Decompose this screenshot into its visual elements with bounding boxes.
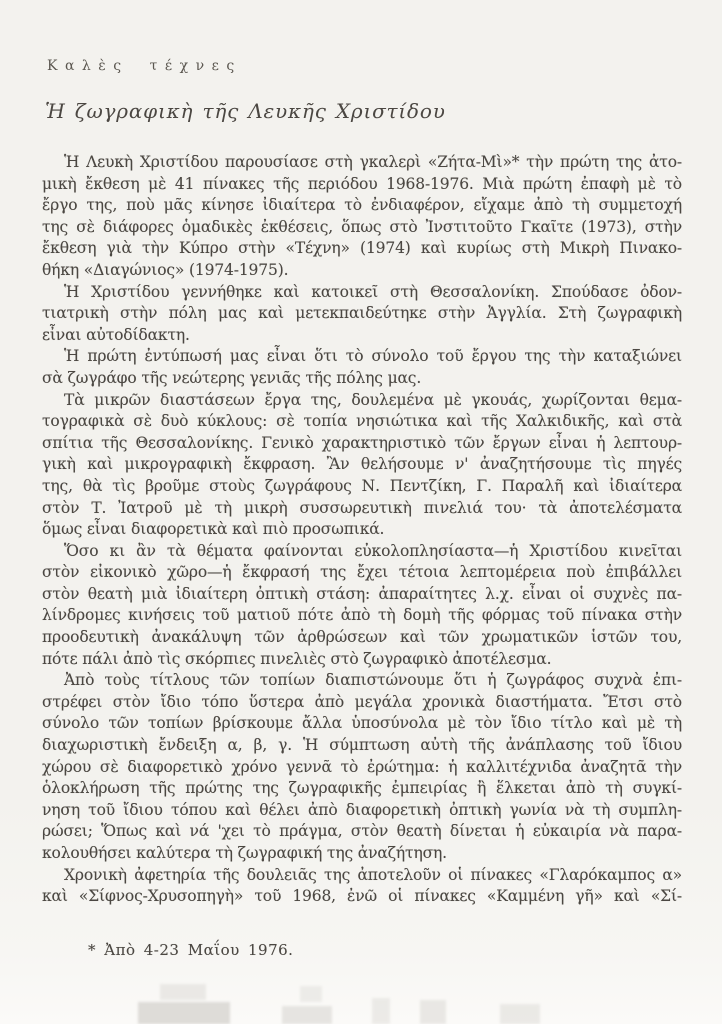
text-line: στὸν Τ. Ἰατροῦ μὲ τὴ μικρὴ συσσωρευτικὴ πινελιά του· τὰ ἀποτελέσματα [42,498,682,517]
text-line: ὅμως εἶναι διαφορετικὰ καὶ πιὸ προσωπικά. [42,520,385,539]
text-line: Ἡ πρώτη ἐντύπωσή μας εἶναι ὅτι τὸ σύνολο τοῦ ἔργου της τὴν καταξιώνει [64,347,682,366]
footnote: * Ἀπὸ 4-23 Μαΐου 1976. [88,941,294,959]
text-line: καὶ «Σίφνος-Χρυσοπηγὴ» τοῦ 1968, ἐνῶ οἱ πίνακες «Καμμένη γῆ» καὶ «Σί- [42,887,682,906]
text-line: ρώσει; Ὅπως καὶ νά 'χει τὸ πράγμα, στὸν θεατὴ δίνεται ἡ εὐκαιρία νὰ παρα- [42,822,682,841]
text-line: εἶναι αὐτοδίδακτη. [42,325,190,344]
text-line: νηση τοῦ ἴδιου τόπου καὶ θέλει ἀπὸ διαφορετικὴ ὀπτικὴ γωνία νὰ τὴ συμπλη- [42,800,682,819]
article-title: Ἡ ζωγραφικὴ τῆς Λευκῆς Χριστίδου [45,99,446,123]
text-line: πότε πάλι ἀπὸ τὶς σκόρπιες πινελιὲς στὸ ζωγραφικὸ ἀποτέλεσμα. [42,649,552,668]
text-line: χώρου σὲ διαφορετικὸ χρόνο γεννᾶ τὸ ἐρώτημα: ἡ καλλιτέχνιδα ἀναζητᾶ τὴν [42,757,682,776]
text-line: τιατρικὴ στὴν πόλη μας καὶ μετεκπαιδεύτηκε στὴν Ἀγγλία. Στὴ ζωγραφικὴ [42,304,682,323]
text-line: γικὴ καὶ μικρογραφικὴ ἔκφραση. Ἂν θελήσουμε ν' ἀναζητήσουμε τὶς πηγές [42,455,682,474]
article-body [42,152,682,908]
paragraph [42,865,682,908]
text-line: στὸν θεατὴ μιὰ ἰδιαίτερη ὀπτικὴ στάση: ἀπαραίτητες λ.χ. εἶναι οἱ συχνὲς πα- [42,584,682,603]
text-line: Ἡ Λευκὴ Χριστίδου παρουσίασε στὴ γκαλερὶ «Ζήτα-Μὶ»* τὴν πρώτη της ἀτο- [64,153,682,171]
text-line: σπίτια τῆς Θεσσαλονίκης. Γενικὸ χαρακτηριστικὸ τῶν ἔργων εἶναι ἡ λεπτουρ- [42,433,682,452]
text-line: θήκη «Διαγώνιος» (1974-1975). [42,260,289,279]
text-line: Ὅσο κι ἂν τὰ θέματα φαίνονται εὐκολοπλησίαστα—ἡ Χριστίδου κινεῖται [64,541,682,560]
text-line: Ἀπὸ τοὺς τίτλους τῶν τοπίων διαπιστώνουμε ὅτι ἡ ζωγράφος συχνὰ ἐπι- [64,671,682,690]
text-line: μικὴ ἔκθεση μὲ 41 πίνακες τῆς περιόδου 1968-1976. Μιὰ πρώτη ἐπαφὴ μὲ τὸ [42,174,682,193]
text-line: της, θὰ τὶς βροῦμε στοὺς ζωγράφους Ν. Πεντζίκη, Γ. Παραλῆ καὶ ἰδιαίτερα [42,476,682,495]
paragraph [42,541,682,671]
text-line: ἔκθεση γιὰ τὴν Κύπρο στὴν «Τέχνη» (1974) καὶ κυρίως στὴ Μικρὴ Πινακο- [42,239,682,258]
paragraph [42,390,682,541]
paragraph [42,346,682,389]
text-line: στρέφει στὸν ἴδιο τόπο ὕστερα ἀπὸ μεγάλα χρονικὰ διαστήματα. Ἔτσι στὸ [42,692,682,711]
text-line: λίνδρομες κινήσεις τοῦ ματιοῦ πότε ἀπὸ τὴ δομὴ τῆς φόρμας τοῦ πίνακα στὴν [42,606,682,625]
paragraph [42,670,682,864]
text-line: Ἡ Χριστίδου γεννήθηκε καὶ κατοικεῖ στὴ Θεσσαλονίκη. Σπούδασε ὀδον- [64,282,682,301]
text-line: στὸν εἰκονικὸ χῶρο—ἡ ἔκφρασή της ἔχει τέτοια λεπτομέρεια ποὺ ἐπιβάλλει [42,563,682,582]
text-line: ἔργο της, ποὺ μᾶς κίνησε ἰδιαίτερα τὸ ἐνδιαφέρον, εἴχαμε ἀπὸ τὴ συμμετοχή [42,196,682,215]
text-line: ὁλοκλήρωση τῆς πρώτης της ζωγραφικῆς ἐμπειρίας ἢ ἕλκεται ἀπὸ τὴ συγκί- [42,779,682,798]
text-line: κολουθήσει καλύτερα τὴ ζωγραφική της ἀναζήτηση. [42,844,447,862]
paragraph [42,282,682,347]
text-line: διαχωριστικὴ ἔνδειξη α, β, γ. Ἡ σύμπτωση αὐτὴ τῆς ἀνάπλασης τοῦ ἴδιου [42,736,682,755]
text-line: Χρονικὴ ἀφετηρία τῆς δουλειᾶς της ἀποτελοῦν οἱ πίνακες «Γλαρόκαμπος α» [64,865,682,884]
text-line: τογραφικὰ σὲ δυὸ κύκλους: σὲ τοπία νησιώτικα καὶ τῆς Χαλκιδικῆς, καὶ στὰ [42,412,682,431]
text-line: προοδευτικὴ ἀνακάλυψη τῶν ἀρθρώσεων καὶ τῶν χρωματικῶν ἱστῶν του, [42,628,682,647]
section-kicker: Καλὲς τέχνες [47,58,242,74]
text-line: σύνολο τῶν τοπίων βρίσκουμε ἄλλα ὑποσύνολα μὲ τὸν ἴδιο τίτλο καὶ μὲ τὴ [42,714,682,733]
text-line: σὰ ζωγράφο τῆς νεώτερης γενιᾶς τῆς πόλης μας. [42,368,422,387]
text-line: της σὲ διάφορες ὁμαδικὲς ἐκθέσεις, ὅπως στὸ Ἰνστιτοῦτο Γκαῖτε (1973), στὴν [42,217,682,236]
paragraph [42,152,682,282]
text-line: Τὰ μικρῶν διαστάσεων ἔργα της, δουλεμένα μὲ γκουάς, χωρίζονται θεμα- [64,390,682,409]
